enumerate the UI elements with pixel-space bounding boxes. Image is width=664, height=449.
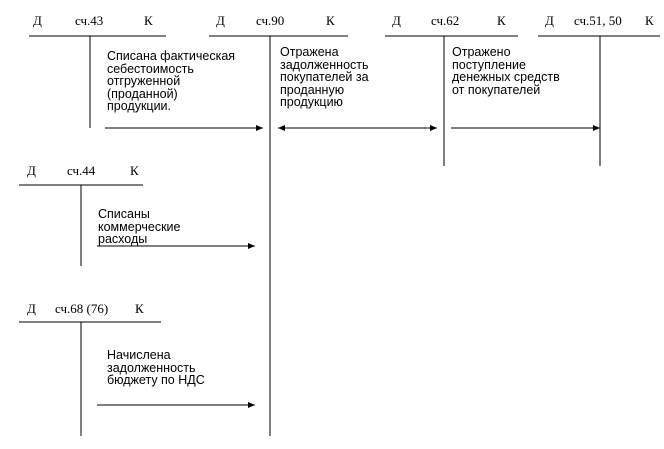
account-62-name: сч.62 [431,13,460,28]
note-cost-written-off: Списана фактическая себестоимость отгруженной (проданной) продукции. [107,49,236,113]
note-cash-received: Отражено поступление денежных средств от покупателей [452,45,560,97]
account-51-debit-label: Д [545,13,554,28]
account-62-credit-label: К [497,13,506,28]
account-44-name: сч.44 [67,163,96,178]
account-68-name: сч.68 (76) [55,301,109,316]
note-receivable-recorded: Отражена задолженность покупателей за проданную продукцию [280,45,369,109]
account-44-debit-label: Д [27,163,36,178]
note-selling-expenses: Списаны коммерческие расходы [98,207,181,246]
note-vat-accrued: Начислена задолженность бюджету по НДС [107,348,205,387]
account-51-name: сч.51, 50 [574,13,622,28]
account-43-credit-label: К [144,13,153,28]
account-43-name: сч.43 [75,13,104,28]
account-90-name: сч.90 [256,13,285,28]
account-68-debit-label: Д [27,301,36,316]
account-90-debit-label: Д [216,13,225,28]
account-62-debit-label: Д [392,13,401,28]
account-90-credit-label: К [326,13,335,28]
account-68-credit-label: К [135,301,144,316]
account-51-credit-label: К [645,13,654,28]
account-44-credit-label: К [130,163,139,178]
account-43-debit-label: Д [33,13,42,28]
